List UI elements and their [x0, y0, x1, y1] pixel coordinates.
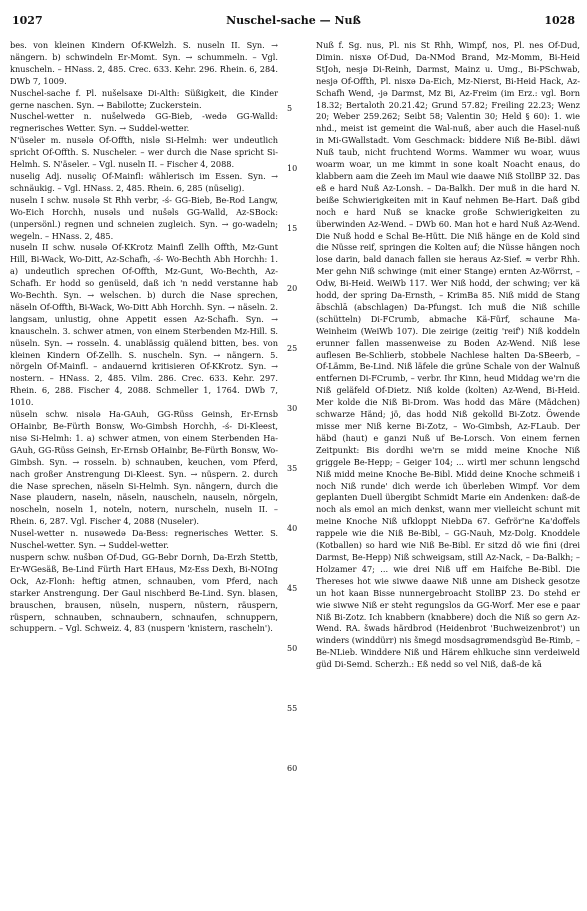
entry: N'üseler m. nusələ Of-Offth, nislə Si-Helmh: wer undeutlich spricht Of-Offth. S. Nuscheler. – wer durch die Nase spricht Si-Helmh. S. N'äseler. – Vgl. nuseln II. – Fischer 4, 2088. — [10, 135, 278, 170]
line-number: 5 — [287, 104, 293, 113]
entry: nuselig Adj. nusəliç Of-Mainfl: wählerisch im Essen. Syn. → schnäukig. – Vgl. HNass. 2, 485. Rhein. 6, 285 (nüselig). — [10, 170, 278, 193]
page-number-left: 1027 — [12, 14, 43, 27]
running-title: Nuschel-sache — Nuß — [226, 14, 361, 27]
page-number-right: 1028 — [544, 14, 575, 27]
line-number: 10 — [287, 164, 298, 173]
line-number: 45 — [287, 584, 298, 593]
right-column — [316, 40, 580, 671]
entry: Nusel-wetter n. nusəwedə Da-Bess: regnerisches Wetter. S. Nuschel-wetter. Syn. → Suddel-wetter. — [10, 528, 278, 551]
line-number: 60 — [287, 764, 298, 773]
line-number: 40 — [287, 524, 298, 533]
entry: nüseln schw. nisələ Ha-GAuh, GG-Rüss Geinsh, Er-Ernsb OHainbr, Be-Fürth Bonsw, Wo-Gimbsh Horchh, -ś- Di-Kleest, nisə Si-Helmh: 1. a) schwer atmen, von einem Sterbenden Ha-GAuh, GG-Rüss Geinsh, Er-Ernsb OHainbr, Be-Fürth Bonsw, Wo-Gimbsh. Syn. → rosseln. b) schnauben, keuchen, vom Pferd, nach großer Anstrengung Di-Kleest. Syn. → nüspern. 2. durch die Nase sprechen, näseln Si-Helmh. Syn. nängern, durch die Nase plaudern, naseln, näseln, nauscheln, nauseln, nörgeln, noscheln, noseln 1, noteln, notern, nurscheln, nuseln II. – Rhein. 6, 287. Vgl. Fischer 4, 2088 (Nuseler). — [10, 409, 278, 527]
line-number: 50 — [287, 644, 298, 653]
entry: nuseln I schw. nusələ St Rhh verbr, -ś- GG-Bieb, Be-Rod Langw, Wo-Eich Horchh, nusəls und nušəls GG-Walld, Az-SBock: (unpersönl.) regnen und schneien zugleich. Syn. → go-wadeln; wegeln. – HNass. 2, 485. — [10, 194, 278, 241]
entry: bes. von kleinen Kindern Of-KWelzh. S. nuseln II. Syn. → nängern. b) schwindeln Er-Momt. Syn. → schummeln. – Vgl. knuscheln. – HNass. 2, 485. Crec. 633. Kehr. 296. Rhein. 6, 284. DWb 7, 1009. — [10, 40, 278, 86]
line-number: 20 — [287, 284, 298, 293]
line-number: 15 — [287, 224, 298, 233]
entry: Nuschel-sache f. Pl. nušelsaxe Di-Alth: Süßigkeit, die Kinder gerne naschen. Syn. → Babilotte; Zuckerstein. — [10, 87, 278, 110]
entry: Nuß f. Sg. nus, Pl. nis St Rhh, Wimpf, nos, Pl. nes Of-Dud, Dimin. nisxə Of-Dud, Da-NMod Brand, Mz-Momm, Bi-Heid StJoh, nesjə Di-Reinh, Darmst, Mainz u. Umg., Bi-PSchwab, nesjə Of-Offth, Pl. nisxə Da-Eich, Mz-Nierst, Bi-Heid Hack, Az-Schafh Wend, -jə Darmst, Mz Bi, Az-Freim (im Erz.: vgl. Born 18.32; Bertaloth 20.21.42; Grund 57.82; Freiling 22.23; Wenz 20; Weber 259.262; Seibt 58; Valentin 30; Held § 60): 1. wie nhd., meist ist gemeint die Wal-nuß, aber auch die Hasel-nuß in Mi-GWallstadt. Vom Geschmack: biddere Niß Be-Bibl. däwi Nuß taub, nicht fruchtend Worms. Wammer wu woar, wuus woarm woar, un me kimmt in sone koalt Noacht enaus, do klabbern aam die Zeeh im Maul wie daawe Niß StollBP 32. Das eß e hard Nuß Az-Lonsh. – Da-Balkh. Der muß in die hard N. beiße Schwierigkeiten mit in Kauf nehmen Be-Hart. Daß gibd noch e hard Nuß se knacke große Schwierigkeiten zu überwinden Az-Wend. – DWb 60. Man hot e hard Nuß Az-Wend. Die Nuß hodd e Schal Be-Hütt. Die Niß hänge en de Kold sind die Nüsse reif, springen die Kolten auf; die Nüsse hängen noch lose darin, bald danach fallen sie heraus Az-Sief. ≈ verbr Rhh. Mer gehn Niß schwinge (mit einer Stange) ernten Az-Wörrst, – Odw, Bi-Heid. WeiWb 117. Wer Niß hodd, der schwing; ver kä hodd, der spring Da-Ernsth, – KrimBa 85. Niß midd de Stang ābschlā (abschlagen) Da-Pfungst. Ich muß die Niß schille (schütteln) Di-FCrumb, abmache Kä-Fürf, schaune Ma-Weinheim (WeiWb 107). Die zeirige (zeitig 'reif') Niß koddeln erunner fallen massenweise zu Boden Az-Wend. Niß lese auflesen Be-Schlierb, stobbele Nachlese halten Da-SBeerb, – Of-Lämm, Be-Lind. Niß läfele die grüne Schale von der Walnuß entfernen Di-FCrumb, – verbr. Ihr Kinn, heud Middag we'rn die Niß geläfeld Of-Dietz. Niß kolde (kolten) Az-Wend, Bi-Heid. Mer kolde die Niß Bi-Drom. Was hodd das Märe (Mädchen) schwarze Händ; jö, das hodd Niß gekolld Bi-Zotz. Öwende misse mer Niß kerne Bi-Zotz, – Wo-Gimbsh, Az-FLaub. Der häbd (haut) e ganzi Nuß uf Be-Lorsch. Von einem fernen Zeitpunkt: Bis dordhi we'rn se midd meine Knoche Niß griggele Be-Hepp; – Geiger 104; ... wirtl mer schunn lengschd Niß midd meine Knoche Be-Bibl. Midd deine Knoche schmeiß i noch Niß runde' dich werde ich überleben Wimpf. Vor dem geplanten Duell übergibt Schmidt Marie ein Andenken: daß-de noch als emol an mich denkst, wann mer vielleicht schunt mit meine Knoche Niß ufkloppt NiebDa 67. Gefrör'ne Ka'doffels rappele wie die Niß Be-Bibl, – GG-Nauh, Mz-Dolg. Knoddele (Kotballen) so hard wie Niß Be-Bibl. Er sitzd dö wie fini (drei Darmst, Be-Hepp) Niß schweigsam, still Az-Nack, – Da-Balkh; – Holzamer 47; ... wie drei Niß uff em Haifche Be-Bibl. Die Thereses hot wie siwwe daawe Niß unne am Disheck gesotze un hot kaan Bisse nunnergebroacht StollBP 23. Do stehd er wie siwwe Niß er steht regungslos da GG-Worf. Mer ese e paar Niß Bi-Zotz. Ich knabbern (knabbere) doch die Niß so gern Az-Wend. RA. šwads härdbrod (Heidenbrot 'Buchweizenbrot') un winders (winddürr) nis šmegd mosdsagrømendsgùd Be-Rimb, – Be-NLieb. Winddere Niß und Härem ehlkuche sinn verdeiweld güd Di-Semd. Scherzh.: Eß nedd so vel Niß, daß-de kā — [316, 40, 580, 670]
left-column — [10, 40, 278, 635]
line-number: 55 — [287, 704, 298, 713]
entry: nuspern schw. nušbən Of-Dud, GG-Bebr Dornh, Da-Erzh Stettb, Er-WGesäß, Be-Lind Fürth Hart EHaus, Mz-Ess Dexh, Bi-NOIng Ock, Az-Flonh: heftig atmen, schnauben, vom Pferd, nach starker Anstrengung. Der Gaul nischberd Be-Lind. Syn. blasen, brauschen, brausen, nüseln, nuspern, nüstern, räuspern, rüspern, schnauben, schnaubern, schnaufen, schnuppern, schuppern. – Vgl. Schweiz. 4, 83 (nuspern 'knistern, rascheln'). — [10, 551, 278, 634]
entry: nuseln II schw. nusələ Of-KKrotz Mainfl Zellh Offth, Mz-Gunt Hill, Bi-Wack, Wo-Ditt, Az-Schafh, -ś- Wo-Bechth Abh Horchh: 1. a) undeutlich sprechen Of-Offth, Mz-Gunt, Wo-Bechth, Az-Schafh. Er hodd so genüseld, daß ich 'n nedd verstanne hab Wo-Bechth. Syn. → welschen. b) durch die Nase sprechen, näseln Of-Offth, Bi-Wack, Wo-Ditt Abh Horchh. Syn. → näseln. 2. langsam, unlustig, ohne Appetit essen Az-Schafh. Syn. → knauscheln. 3. schwer atmen, von einem Sterbenden Mz-Hill. S. nüseln. Syn. → rosseln. 4. unablässig quälend bitten, bes. von kleinen Kindern Of-Zellh. S. nuscheln. Syn. → nängern. 5. nörgeln Of-Mainfl. – andauernd kritisieren Of-KKrotz. Syn. → nostern. – HNass. 2, 485. Vilm. 286. Crec. 633. Kehr. 297. Rhein. 6, 288. Fischer 4, 2088. Schmeller 1, 1764. DWb 7, 1010. — [10, 242, 278, 408]
line-number: 35 — [287, 464, 298, 473]
page-header — [12, 14, 575, 30]
line-number: 30 — [287, 404, 298, 413]
line-number: 25 — [287, 344, 298, 353]
entry: Nuschel-wetter n. nušelwedə GG-Bieb, -wedə GG-Walld: regnerisches Wetter. Syn. → Suddel-wetter. — [10, 111, 278, 134]
